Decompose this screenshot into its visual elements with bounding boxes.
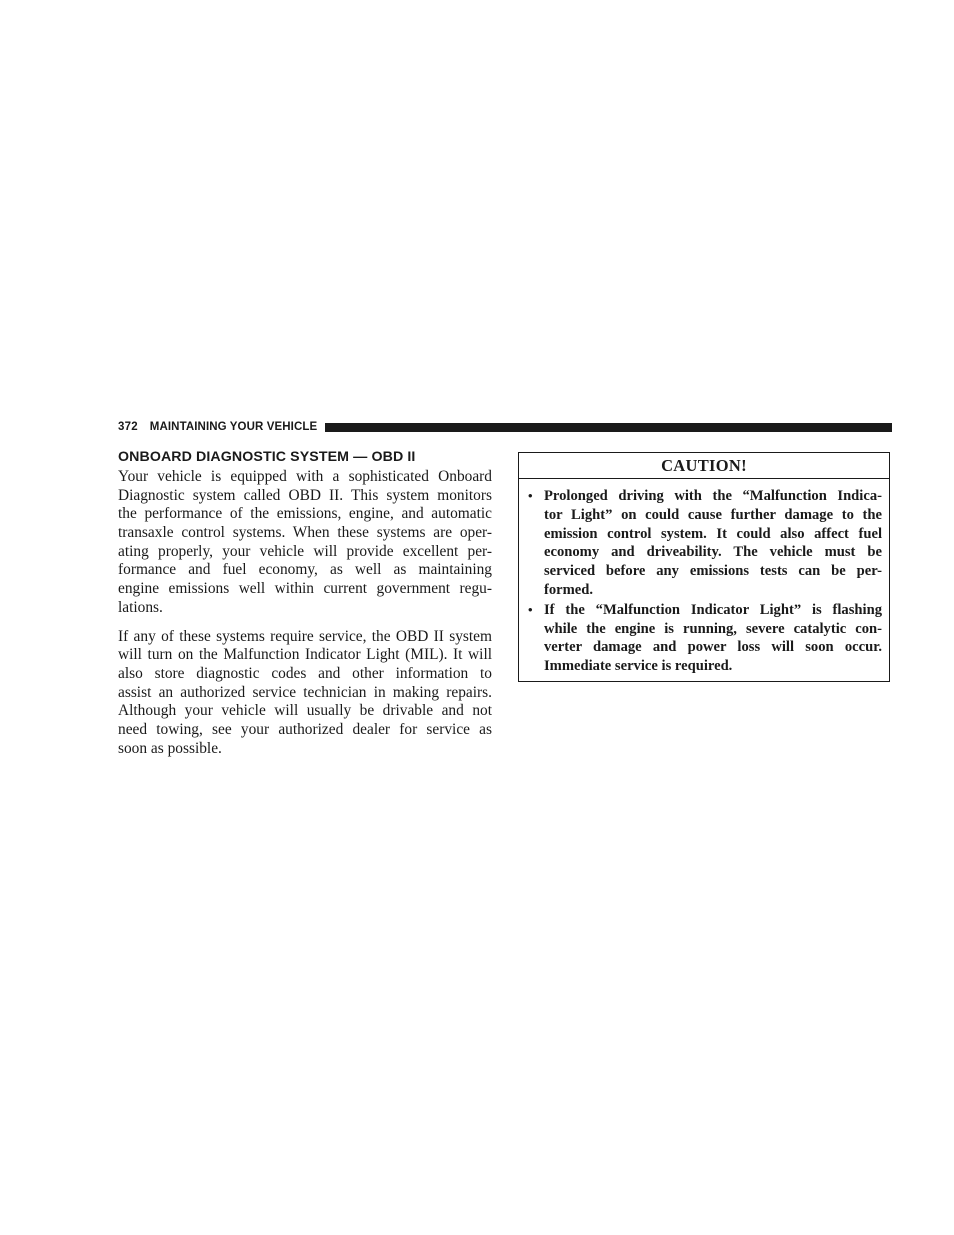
paragraph-2 — [118, 628, 492, 759]
text-line: tor Light” on could cause further damage to the — [544, 506, 882, 523]
bullet-icon: • — [528, 601, 533, 617]
text-line: transaxle control systems. When these systems are oper- — [118, 524, 492, 542]
caution-box — [518, 452, 890, 682]
text-line: If the “Malfunction Indicator Light” is flashing — [544, 601, 882, 618]
caution-heading: CAUTION! — [519, 453, 889, 479]
text-line: Your vehicle is equipped with a sophisticated Onboard — [118, 468, 492, 485]
body-column — [118, 448, 492, 758]
text-line: ating properly, your vehicle will provide excellent per- — [118, 542, 492, 560]
text-line: assist an authorized service technician in making repairs. — [118, 683, 492, 701]
text-line: serviced before any emissions tests can be per- — [544, 563, 882, 580]
text-line: verter damage and power loss will soon occur. — [544, 639, 882, 656]
paragraph-1 — [118, 468, 492, 618]
text-line: Prolonged driving with the “Malfunction Indica- — [544, 488, 882, 504]
text-line: emission control system. It could also affect fuel — [544, 525, 882, 542]
caution-item — [519, 487, 882, 600]
text-line: need towing, see your authorized dealer for service as — [118, 720, 492, 738]
text-line: lations. — [118, 598, 163, 616]
caution-item — [519, 601, 882, 676]
text-line: Diagnostic system called OBD II. This system monitors — [118, 486, 492, 504]
text-line: Although your vehicle will usually be drivable and not — [118, 702, 492, 720]
page-number: 372 — [118, 421, 138, 433]
text-line: Immediate service is required. — [544, 658, 733, 675]
section-title: ONBOARD DIAGNOSTIC SYSTEM — OBD II — [118, 449, 416, 465]
section-name: MAINTAINING YOUR VEHICLE — [149, 421, 318, 433]
text-line: also store diagnostic codes and other information to — [118, 664, 492, 682]
text-line: formance and fuel economy, as well as maintaining — [118, 561, 492, 579]
text-line: soon as possible. — [118, 739, 222, 757]
text-line: economy and driveability. The vehicle must be — [544, 544, 882, 561]
text-line: the performance of the emissions, engine, and automatic — [118, 505, 492, 523]
text-line: will turn on the Malfunction Indicator Light (MIL). It will — [118, 646, 492, 664]
text-line: engine emissions well within current government regu- — [118, 580, 492, 598]
header-rule — [325, 423, 892, 432]
text-line: If any of these systems require service, the OBD II system — [118, 627, 492, 645]
caution-list — [519, 479, 889, 676]
text-line: formed. — [544, 581, 594, 598]
bullet-icon: • — [528, 488, 533, 503]
text-line: while the engine is running, severe catalytic con- — [544, 620, 882, 637]
running-header — [118, 419, 892, 435]
